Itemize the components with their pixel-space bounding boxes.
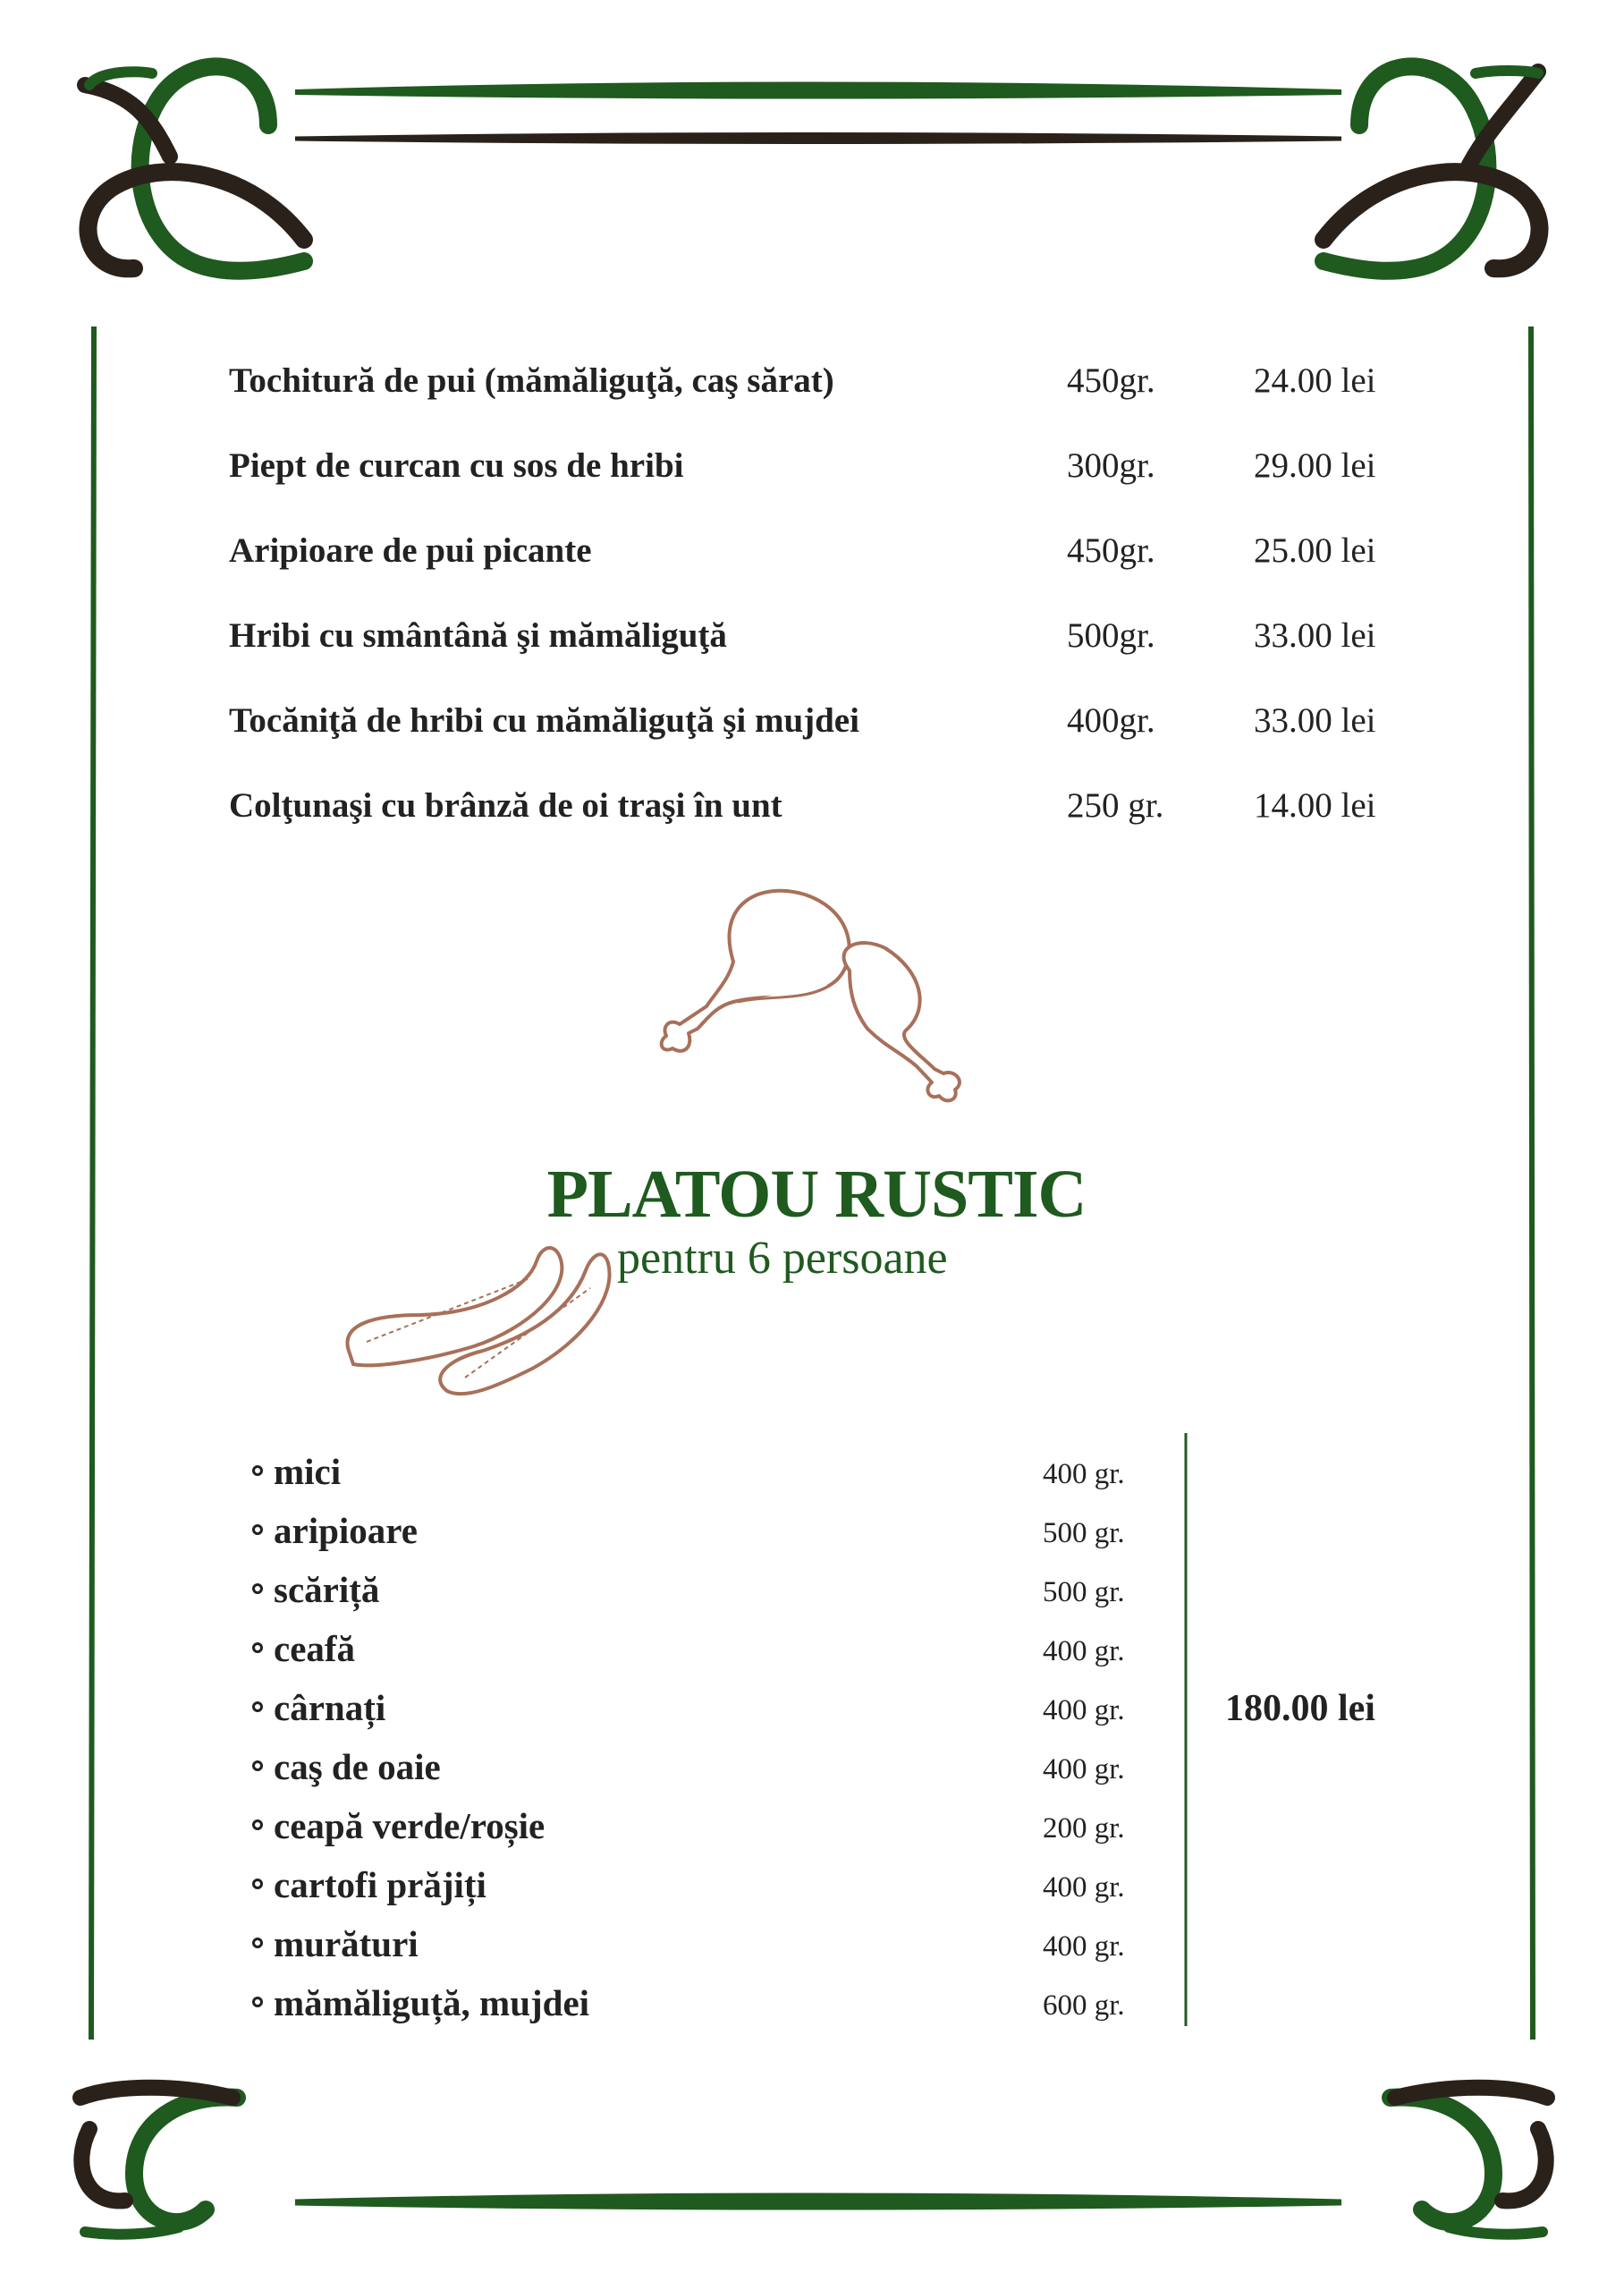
platou-item-weight: 400 gr. [1043,1871,1125,1904]
bullet-icon [252,1524,263,1535]
platou-item-name: ceafă [274,1628,356,1669]
platou-item-weight: 500 gr. [1043,1576,1125,1608]
bullet-icon [252,1642,263,1653]
menu-item-name: Piept de curcan cu sos de hribi [229,446,684,485]
bullet-icon [252,1938,263,1948]
menu-item-name: Tocăniţă de hribi cu mămăliguţă şi mujdei [229,701,859,740]
platou-item-weight: 400 gr. [1043,1930,1125,1963]
platou-item-name: murături [274,1923,419,1964]
menu-item-weight: 400gr. [1067,701,1155,740]
list-item [0,1918,1624,1977]
menu-item [0,694,1624,748]
ornament-corner-icon [1391,2088,1547,2235]
menu-item-name: Colţunaşi cu brânză de oi traşi în unt [229,786,782,825]
platou-title: PLATOU RUSTIC [546,1157,1087,1232]
menu-item-price: 24.00 lei [1254,361,1376,400]
menu-item-weight: 450gr. [1067,361,1155,400]
ornament-corner-icon [1324,66,1539,270]
menu-item [0,439,1624,493]
list-item [0,1859,1624,1918]
platou-item-name: mici [274,1451,342,1492]
menu-item-name: Hribi cu smântână şi mămăliguţă [229,616,727,655]
list-item [0,1800,1624,1859]
bullet-icon [252,1760,263,1771]
platou-item-weight: 600 gr. [1043,1989,1125,2022]
platou-item-weight: 200 gr. [1043,1812,1125,1845]
bullet-icon [252,1465,263,1476]
ornament-corner-icon [85,66,304,270]
platou-item-name: scăriță [274,1569,380,1610]
sausage-icon [347,1248,609,1394]
platou-item-weight: 500 gr. [1043,1517,1125,1549]
platou-item-weight: 400 gr. [1043,1458,1125,1490]
platou-item-name: aripioare [274,1510,418,1551]
bullet-icon [252,1879,263,1889]
menu-item-price: 25.00 lei [1254,531,1376,570]
platou-item-name: ceapă verde/roșie [274,1805,546,1846]
platou-item-name: mămăliguță, mujdei [274,1982,590,2023]
platou-item-name: cartofi prăjiți [274,1864,486,1905]
platou-item-name: caş de oaie [274,1746,441,1787]
menu-item-weight: 250 gr. [1067,786,1164,825]
bullet-icon [252,1583,263,1594]
list-item [0,1446,1624,1505]
ornament-corner-icon [80,2088,237,2235]
menu-item-price: 29.00 lei [1254,446,1376,485]
menu-item-name: Tochitură de pui (mămăliguţă, caş sărat) [229,361,834,400]
menu-item-weight: 300gr. [1067,446,1155,485]
bullet-icon [252,1819,263,1830]
platou-item-weight: 400 gr. [1043,1635,1125,1667]
bullet-icon [252,1997,263,2007]
list-item [0,1741,1624,1800]
platou-item-name: cârnați [274,1687,386,1728]
menu-item-name: Aripioare de pui picante [229,531,592,570]
menu-item-price: 33.00 lei [1254,701,1376,740]
menu-item [0,524,1624,578]
platou-subtitle: pentru 6 persoane [617,1233,948,1284]
platou-item-weight: 400 gr. [1043,1694,1125,1726]
list-item [0,1505,1624,1564]
list-item [0,1623,1624,1682]
menu-item-price: 14.00 lei [1254,786,1376,825]
menu-item [0,779,1624,833]
platou-price: 180.00 lei [1225,1688,1375,1729]
menu-item-weight: 450gr. [1067,531,1155,570]
list-item [0,1977,1624,2036]
chicken-leg-icon [662,891,960,1101]
bullet-icon [252,1701,263,1712]
menu-item-weight: 500gr. [1067,616,1155,655]
menu-item [0,609,1624,663]
menu-item-price: 33.00 lei [1254,616,1376,655]
menu-item [0,354,1624,408]
platou-item-weight: 400 gr. [1043,1753,1125,1785]
list-item [0,1682,1624,1741]
list-item [0,1564,1624,1623]
